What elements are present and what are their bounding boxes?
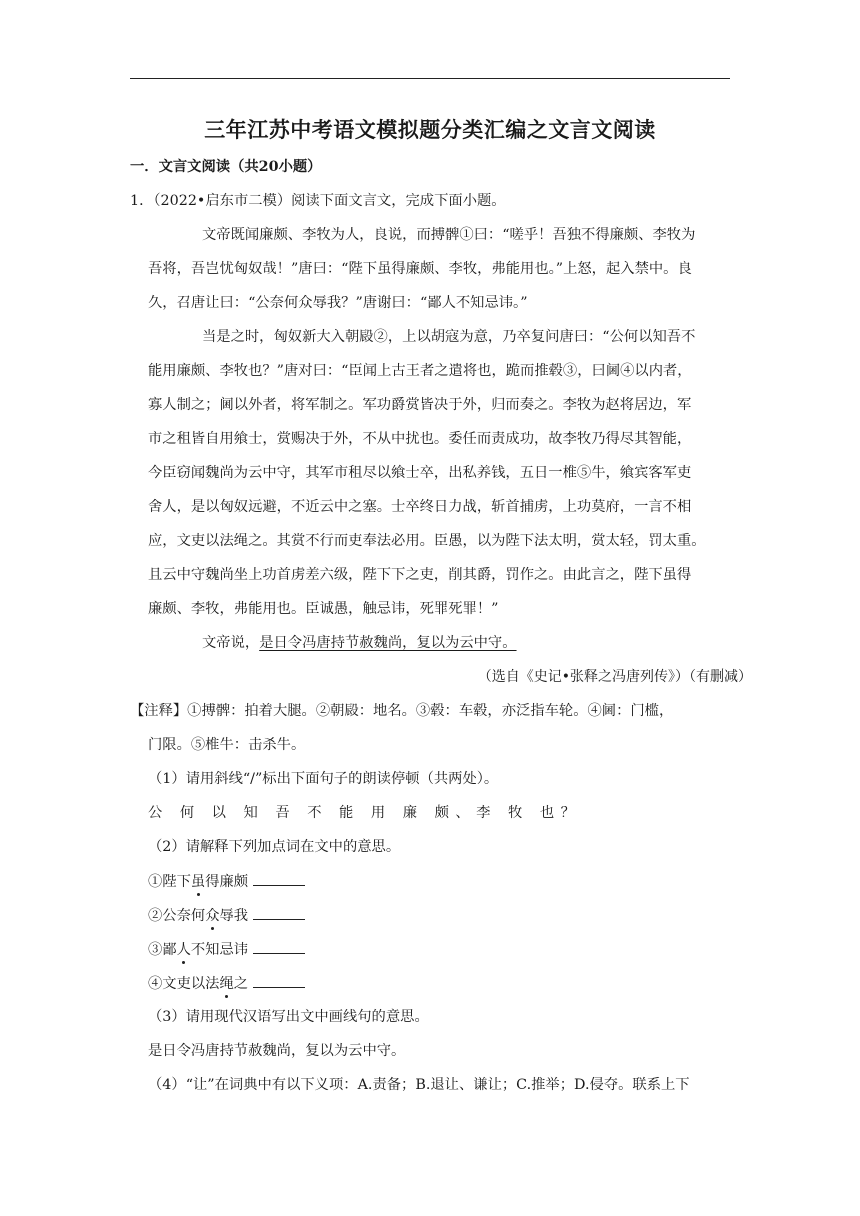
item-text: 之	[233, 976, 249, 992]
passage-line: 寡人制之；阃以外者，将军制之。军功爵赏皆决于外，归而奏之。李牧为赵将居边，军	[148, 397, 692, 413]
item-text: 公奈何	[162, 908, 206, 924]
notes-line: 门限。⑤椎牛：击杀牛。	[148, 737, 306, 753]
item-text: 文吏以法	[162, 976, 220, 992]
item-number: ④	[148, 976, 163, 992]
item-number: ①	[148, 874, 163, 890]
passage-line: 能用廉颇、李牧也？”唐对曰：“臣闻上古王者之遣将也，跪而推毂③，曰阃④以内者，	[148, 363, 692, 379]
passage-line: 吾将，吾岂忧匈奴哉！”唐曰：“陛下虽得廉颇、李牧，弗能用也。”上怒，起入禁中。良	[148, 261, 692, 277]
passage-line: 廉颇、李牧，弗能用也。臣诚愚，触忌讳，死罪死罪！”	[148, 601, 499, 617]
q2-prompt: （2）请解释下列加点词在文中的意思。	[148, 839, 401, 855]
q3-sentence: 是日令冯唐持节赦魏尚，复以为云中守。	[148, 1043, 406, 1059]
item-text: 不知忌讳	[190, 942, 249, 958]
q1-prompt: （1）请用斜线“/”标出下面句子的朗读停顿（共两处）。	[148, 771, 499, 787]
dotted-word: 众	[205, 908, 220, 924]
source-citation: （选自《史记•张释之冯唐列传》）（有删减）	[477, 669, 752, 685]
question-intro: 1．（2022•启东市二模）阅读下面文言文，完成下面小题。	[130, 193, 506, 209]
q2-item	[148, 905, 305, 926]
passage-line: 舍人，是以匈奴远避，不近云中之塞。士卒终日力战，斩首捕虏，上功莫府，一言不相	[148, 499, 692, 515]
passage-line: 应，文吏以法绳之。其赏不行而吏奉法必用。臣愚，以为陛下法太明，赏太轻，罚太重。	[148, 533, 706, 549]
passage-line: 文帝既闻廉颇、李牧为人，良说，而搏髀①曰：“嗟乎！吾独不得廉颇、李牧为	[202, 227, 696, 243]
item-text: 得廉颇	[205, 874, 249, 890]
header-rule	[130, 78, 730, 79]
item-number: ③	[148, 942, 163, 958]
passage-final-line	[202, 633, 517, 653]
item-text: 鄙	[162, 942, 177, 958]
q4-prompt: （4）“让”在词典中有以下义项：A.责备；B.退让、谦让；C.推举；D.侵夺。联系上下	[148, 1077, 690, 1093]
passage-line: 且云中守魏尚坐上功首虏差六级，陛下下之吏，削其爵，罚作之。由此言之，陛下虽得	[148, 567, 692, 583]
dotted-word: 虽	[190, 874, 206, 890]
passage-final-prefix: 文帝说，	[202, 635, 260, 651]
q2-item	[148, 939, 305, 960]
answer-blank[interactable]	[253, 905, 305, 920]
answer-blank[interactable]	[253, 973, 305, 988]
passage-line: 市之租皆自用飨士，赏赐决于外，不从中扰也。委任而责成功，故李牧乃得尽其智能，	[148, 431, 692, 447]
passage-line: 久，召唐让曰：“公奈何众辱我？”唐谢曰：“鄙人不知忌讳。”	[148, 295, 528, 311]
q3-prompt: （3）请用现代汉语写出文中画线句的意思。	[148, 1009, 429, 1025]
item-number: ②	[148, 908, 163, 924]
page-title: 三年江苏中考语文模拟题分类汇编之文言文阅读	[204, 117, 656, 142]
underlined-sentence: 是日令冯唐持节赦魏尚，复以为云中守。	[259, 635, 517, 651]
notes-line: 【注释】①搏髀：拍着大腿。②朝㲀：地名。③毂：车毂，亦泛指车轮。④阃：门槛，	[130, 703, 674, 719]
q2-item	[148, 871, 305, 892]
section-heading: 一．文言文阅读（共20小题）	[130, 159, 322, 175]
q2-item	[148, 973, 305, 994]
item-text: 陛下	[162, 874, 191, 890]
q1-sentence: 公 何 以 知 吾 不 能 用 廉 颇、李 牧 也？	[148, 805, 582, 821]
answer-blank[interactable]	[253, 939, 305, 954]
passage-line: 今臣窃闻魏尚为云中守，其军市租尽以飨士卒，出私养钱，五日一椎⑤牛，飨宾客军吏	[148, 465, 692, 481]
item-text: 辱我	[219, 908, 249, 924]
dotted-word: 人	[176, 942, 191, 958]
dotted-word: 绳	[219, 976, 234, 992]
passage-line: 当是之时，匈奴新大入朝㲀②，上以胡寇为意，乃卒复问唐曰：“公何以知吾不	[202, 329, 696, 345]
answer-blank[interactable]	[253, 871, 305, 886]
